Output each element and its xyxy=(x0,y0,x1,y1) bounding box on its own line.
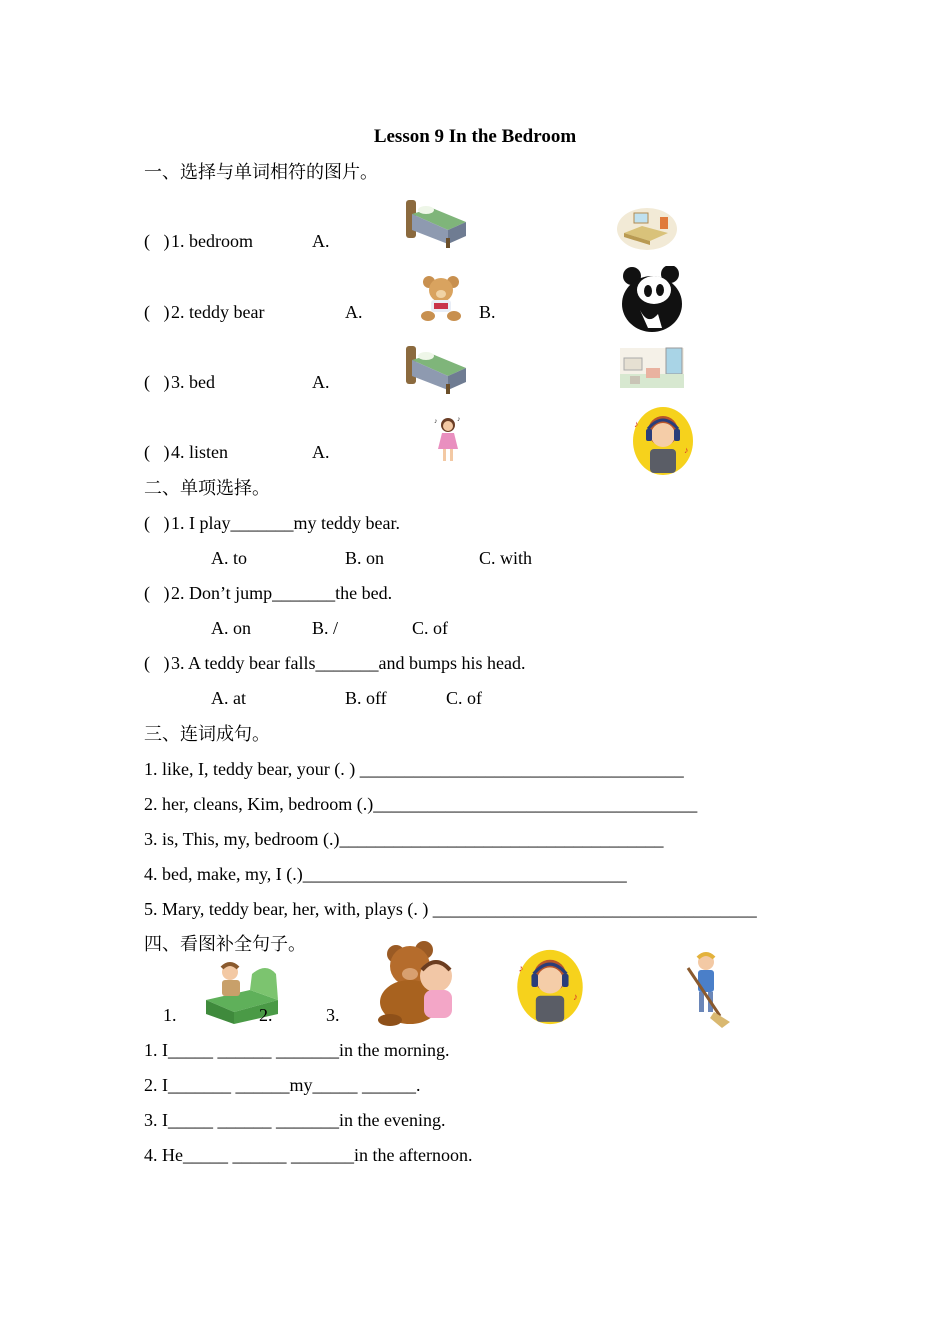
picture-number: 1. xyxy=(163,1005,177,1025)
answer-paren[interactable]: ( ) xyxy=(144,442,170,462)
baby-with-teddy-icon xyxy=(374,936,460,1026)
dancing-girl-icon xyxy=(432,415,464,467)
option-b-label: B. xyxy=(479,302,496,322)
svg-text:♪: ♪ xyxy=(434,417,438,425)
section2-heading: 二、单项选择。 xyxy=(144,478,270,498)
answer-paren[interactable]: ( ) xyxy=(144,231,170,251)
section3-heading: 三、连词成句。 xyxy=(144,724,270,744)
answer-paren[interactable]: ( ) xyxy=(144,583,170,603)
page-title: Lesson 9 In the Bedroom xyxy=(373,126,577,147)
question-text: 1. I play_______my teddy bear. xyxy=(171,513,400,533)
option-a-label: A. xyxy=(345,302,363,322)
answer-paren[interactable]: ( ) xyxy=(144,513,170,533)
fill-sentence[interactable]: 1. I_____ ______ _______in the morning. xyxy=(144,1040,450,1060)
picture-number: 3. xyxy=(326,1005,340,1025)
option-b: B. off xyxy=(345,688,387,708)
option-a-label: A. xyxy=(312,442,330,462)
bed-icon xyxy=(402,340,472,400)
word-item: 2. teddy bear xyxy=(171,302,265,322)
option-a: A. on xyxy=(211,618,251,638)
option-b: B. / xyxy=(312,618,339,638)
answer-paren[interactable]: ( ) xyxy=(144,653,170,673)
question-text: 3. A teddy bear falls_______and bumps his head. xyxy=(171,653,526,673)
teddy-bear-icon xyxy=(418,274,464,322)
sentence-item[interactable]: 1. like, I, teddy bear, your (. ) ____________________________________ xyxy=(144,759,684,779)
option-a: A. at xyxy=(211,688,246,708)
section1-heading: 一、选择与单词相符的图片。 xyxy=(144,162,378,182)
option-a: A. to xyxy=(211,548,247,568)
sentence-item[interactable]: 4. bed, make, my, I (.)____________________________________ xyxy=(144,864,627,884)
svg-text:♪: ♪ xyxy=(684,445,689,455)
headphones-girl-icon xyxy=(514,946,586,1028)
section4-heading: 四、看图补全句子。 xyxy=(144,934,306,954)
picture-number: 2. xyxy=(259,1005,273,1025)
headphones-girl-icon xyxy=(630,405,696,477)
bed-icon xyxy=(402,194,472,254)
sentence-item[interactable]: 2. her, cleans, Kim, bedroom (.)____________________________________ xyxy=(144,794,698,814)
room-scene-icon xyxy=(618,344,686,390)
option-a-label: A. xyxy=(312,372,330,392)
fill-sentence[interactable]: 4. He_____ ______ _______in the afternoon. xyxy=(144,1145,473,1165)
sweeping-boy-icon xyxy=(682,950,736,1030)
option-c: C. of xyxy=(446,688,482,708)
answer-paren[interactable]: ( ) xyxy=(144,372,170,392)
fill-sentence[interactable]: 2. I_______ ______my_____ ______. xyxy=(144,1075,421,1095)
option-c: C. with xyxy=(479,548,533,568)
sentence-item[interactable]: 3. is, This, my, bedroom (.)____________________________________ xyxy=(144,829,664,849)
svg-text:♪: ♪ xyxy=(518,963,524,975)
option-c: C. of xyxy=(412,618,448,638)
svg-text:♪: ♪ xyxy=(634,419,639,429)
svg-text:♪: ♪ xyxy=(572,992,578,1004)
answer-paren[interactable]: ( ) xyxy=(144,302,170,322)
word-item: 3. bed xyxy=(171,372,215,392)
word-item: 1. bedroom xyxy=(171,231,253,251)
sentence-item[interactable]: 5. Mary, teddy bear, her, with, plays (. ) ____________________________________ xyxy=(144,899,757,919)
svg-text:♪: ♪ xyxy=(457,415,461,423)
bedroom-scene-icon xyxy=(616,205,678,251)
panda-icon xyxy=(618,266,684,334)
option-a-label: A. xyxy=(312,231,330,251)
fill-sentence[interactable]: 3. I_____ ______ _______in the evening. xyxy=(144,1110,446,1130)
question-text: 2. Don’t jump_______the bed. xyxy=(171,583,393,603)
option-b: B. on xyxy=(345,548,385,568)
word-item: 4. listen xyxy=(171,442,228,462)
